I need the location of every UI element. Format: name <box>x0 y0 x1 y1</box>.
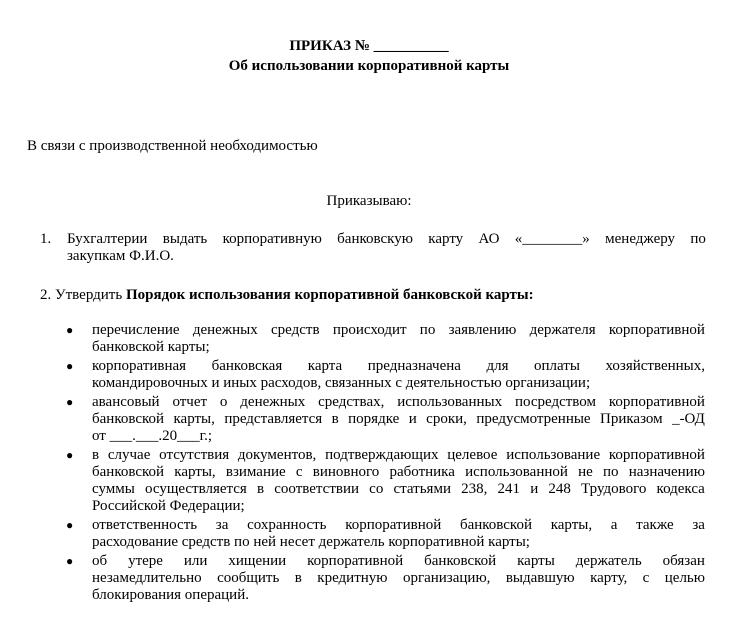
bullet-dot-icon: ● <box>66 395 74 409</box>
word: представляется <box>224 411 323 427</box>
bullet-line <box>92 553 705 570</box>
word: отсутствия <box>159 447 230 463</box>
word: корпоративной <box>608 322 705 338</box>
list-item-2 <box>40 287 534 304</box>
word: авансовый <box>92 394 160 410</box>
word: карту, <box>590 570 628 586</box>
word: не <box>578 464 593 480</box>
word: перечисление <box>92 322 180 338</box>
item2-bold-title: Порядок использования корпоративной банковской карты: <box>125 287 534 303</box>
bullet-line <box>92 322 705 339</box>
word: предназначена <box>367 358 461 374</box>
word: использованных <box>397 394 503 410</box>
word: банковской <box>459 517 532 533</box>
word: о <box>219 394 228 410</box>
word: в <box>294 570 302 586</box>
bullet-line <box>92 358 705 375</box>
word: порядке <box>348 411 400 427</box>
bullet-dot-icon: ● <box>66 323 74 337</box>
word: хищении <box>228 553 287 569</box>
word: заявлению <box>448 322 517 338</box>
word: средствах, <box>318 394 385 410</box>
bullet-line <box>92 517 705 534</box>
word: отчет <box>172 394 208 410</box>
word: целью <box>664 570 705 586</box>
word: работника <box>389 464 455 480</box>
word: корпоративной <box>608 447 705 463</box>
order-title: ПРИКАЗ № __________ <box>289 38 449 54</box>
word: использованной <box>465 464 568 480</box>
word: выдавшую <box>505 570 575 586</box>
bullet-item <box>0 394 705 445</box>
word: документов, <box>237 447 317 463</box>
procedure-bullet-list <box>0 322 738 606</box>
item-line <box>67 231 706 248</box>
word: сообщить <box>217 570 280 586</box>
bullet-line: от ___.___.20___г.; <box>92 428 212 444</box>
word: выдать <box>162 231 208 247</box>
word: менеджеру <box>605 231 676 247</box>
word: в <box>257 481 265 497</box>
word: «________» <box>514 231 590 247</box>
bullet-dot-icon: ● <box>66 518 74 532</box>
word: подтверждающих <box>325 447 439 463</box>
word: сохранность <box>247 517 327 533</box>
word: Трудового <box>581 481 647 497</box>
word: корпоративная <box>92 358 187 374</box>
word: предусмотренные <box>476 411 591 427</box>
word: соответствии <box>274 481 360 497</box>
word: 241 <box>497 481 521 497</box>
word: банковскую <box>337 231 413 247</box>
word: назначению <box>628 464 705 480</box>
bullet-line: расходование средств по ней несет держатель корпоративной карты; <box>92 534 530 550</box>
word: случае <box>107 447 151 463</box>
word: денежных <box>240 394 306 410</box>
item-number: 1. <box>40 231 52 247</box>
word: в <box>92 447 100 463</box>
word: банковской <box>92 464 165 480</box>
word: корпоративной <box>608 394 705 410</box>
word: держателя <box>529 322 596 338</box>
word: незамедлительно <box>92 570 202 586</box>
bullet-line <box>92 481 705 498</box>
word: по <box>690 231 706 247</box>
word: организацию, <box>402 570 491 586</box>
item-text <box>67 231 706 265</box>
word: банковская <box>211 358 283 374</box>
word: держатель <box>575 553 642 569</box>
word: сроки, <box>426 411 467 427</box>
word: банковской <box>92 411 165 427</box>
word: средств <box>271 322 320 338</box>
word: виновного <box>312 464 380 480</box>
word: 248 <box>548 481 571 497</box>
word: карта <box>307 358 343 374</box>
bullet-line <box>92 447 705 464</box>
bullet-line <box>92 464 705 481</box>
word: банковской <box>424 553 497 569</box>
word: карты <box>517 553 555 569</box>
word: а <box>610 517 618 533</box>
intro-paragraph: В связи с производственной необходимостью <box>27 138 318 154</box>
word: карты, <box>174 464 216 480</box>
bullet-item <box>0 322 705 356</box>
word: карты, <box>173 411 215 427</box>
word: с <box>295 464 303 480</box>
order-subtitle: Об использовании корпоративной карты <box>228 58 510 74</box>
word: за <box>692 517 705 533</box>
word: со <box>369 481 384 497</box>
word: по <box>603 464 619 480</box>
word: суммы <box>92 481 135 497</box>
word: Бухгалтерии <box>67 231 148 247</box>
bullet-line: командировочных и иных расходов, связанных с деятельностью организации; <box>92 375 591 391</box>
word: происходит <box>332 322 407 338</box>
word: Приказом <box>600 411 663 427</box>
word: корпоративную <box>222 231 322 247</box>
bullet-line <box>92 394 705 411</box>
word: и <box>408 411 417 427</box>
word: статьями <box>393 481 451 497</box>
bullet-dot-icon: ● <box>66 448 74 462</box>
word: кодекса <box>656 481 705 497</box>
word: оплаты <box>534 358 580 374</box>
word: за <box>215 517 229 533</box>
word: 238, <box>461 481 488 497</box>
word: взимание <box>225 464 286 480</box>
word: и <box>530 481 539 497</box>
word: карту <box>428 231 464 247</box>
word: ответственность <box>92 517 198 533</box>
word: карты, <box>550 517 593 533</box>
word: утере <box>128 553 163 569</box>
bullet-line: Российской Федерации; <box>92 498 245 514</box>
bullet-line <box>92 411 705 428</box>
bullet-line <box>92 570 705 587</box>
word: АО <box>478 231 500 247</box>
word: об <box>92 553 108 569</box>
word: с <box>642 570 650 586</box>
word: для <box>486 358 509 374</box>
word: корпоративной <box>307 553 404 569</box>
word: использование <box>506 447 601 463</box>
order-word: Приказываю: <box>326 193 412 209</box>
word: корпоративной <box>345 517 442 533</box>
list-item-1 <box>40 231 706 265</box>
word: в <box>331 411 339 427</box>
bullet-item <box>0 517 705 551</box>
bullet-item <box>0 358 705 392</box>
word: _-ОД <box>672 411 705 427</box>
word: хозяйственных, <box>605 358 705 374</box>
item2-prefix: 2. Утвердить <box>40 287 126 303</box>
item-line: закупкам Ф.И.О. <box>67 248 174 264</box>
bullet-line: блокирования операций. <box>92 587 249 603</box>
word: или <box>183 553 208 569</box>
word: обязан <box>662 553 705 569</box>
word: денежных <box>192 322 258 338</box>
bullet-dot-icon: ● <box>66 554 74 568</box>
word: также <box>636 517 674 533</box>
word: целевое <box>447 447 498 463</box>
bullet-item <box>0 447 705 515</box>
word: по <box>419 322 436 338</box>
word: посредством <box>514 394 596 410</box>
bullet-line: банковской карты; <box>92 339 210 355</box>
bullet-item <box>0 553 705 604</box>
word: кредитную <box>317 570 388 586</box>
bullet-dot-icon: ● <box>66 359 74 373</box>
word: осуществляется <box>144 481 247 497</box>
